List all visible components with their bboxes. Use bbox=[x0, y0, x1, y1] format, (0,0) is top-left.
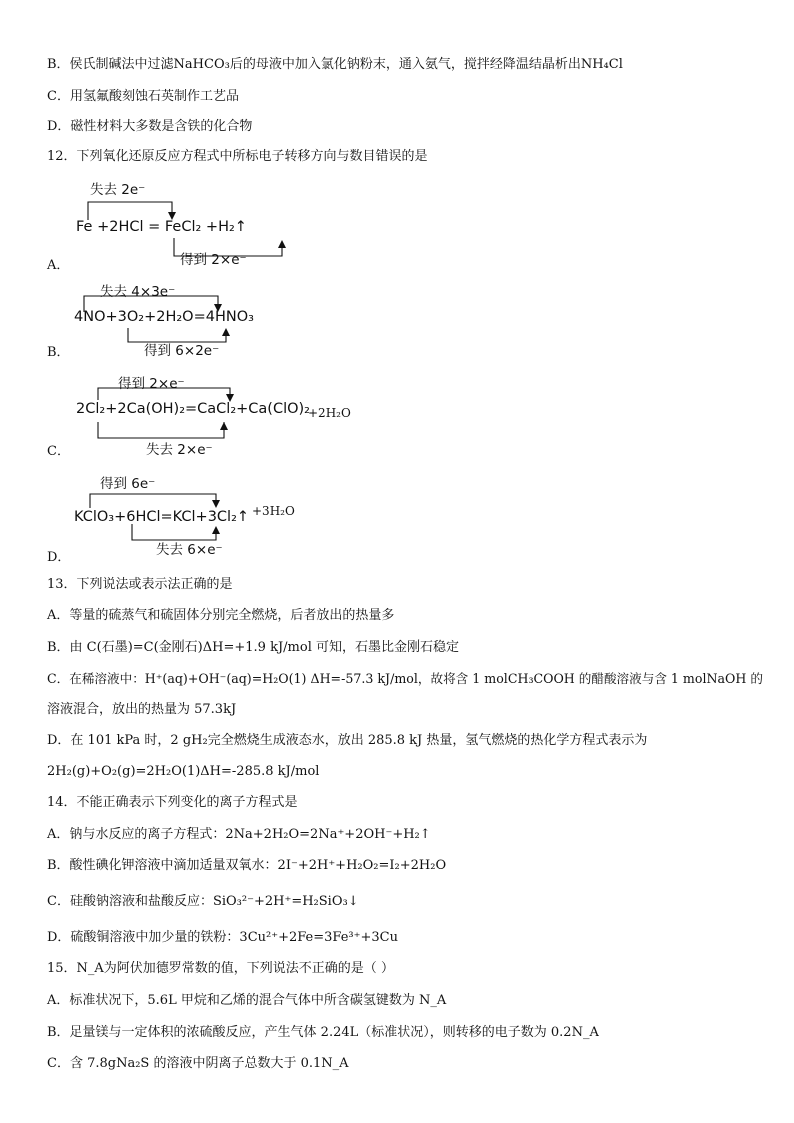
option-15-a: A．标准状况下，5.6L 甲烷和乙烯的混合气体中所含碳氢键数为 N_A bbox=[47, 993, 447, 1008]
option-13-d-line2: 2H₂(g)+O₂(g)=2H₂O(1)ΔH=-285.8 kJ/mol bbox=[47, 764, 320, 779]
option-12-b-label: B． bbox=[47, 345, 70, 360]
diagram-b bbox=[70, 278, 290, 360]
diagram-d-equation: KClO₃+6HCl=KCl+3Cl₂↑ bbox=[74, 509, 250, 525]
option-12-c-label: C． bbox=[47, 444, 70, 459]
diagram-c-equation: 2Cl₂+2Ca(OH)₂=CaCl₂+Ca(ClO)₂ bbox=[76, 401, 310, 417]
diagram-a-top-label: 失去 2e⁻ bbox=[90, 182, 146, 198]
question-13: 13．下列说法或表示法正确的是 bbox=[47, 577, 233, 592]
option-13-a: A．等量的硫蒸气和硫固体分别完全燃烧，后者放出的热量多 bbox=[47, 608, 395, 623]
diagram-d-bottom-label: 失去 6×e⁻ bbox=[156, 542, 223, 558]
diagram-d-tail: +3H₂O bbox=[252, 504, 295, 518]
option-15-c: C．含 7.8gNa₂S 的溶液中阴离子总数大于 0.1N_A bbox=[47, 1056, 349, 1071]
diagram-d bbox=[70, 470, 330, 558]
diagram-a bbox=[70, 176, 290, 268]
option-14-d: D．硫酸铜溶液中加少量的铁粉：3Cu²⁺+2Fe=3Fe³⁺+3Cu bbox=[47, 930, 398, 945]
diagram-c-bottom-label: 失去 2×e⁻ bbox=[146, 442, 213, 458]
diagram-c bbox=[70, 370, 370, 460]
question-12: 12．下列氧化还原反应方程式中所标电子转移方向与数目错误的是 bbox=[47, 149, 428, 164]
option-14-c: C．硅酸钠溶液和盐酸反应：SiO₃²⁻+2H⁺=H₂SiO₃↓ bbox=[47, 894, 359, 909]
diagram-a-bottom-label: 得到 2×e⁻ bbox=[180, 252, 247, 268]
diagram-a-equation: Fe +2HCl = FeCl₂ +H₂↑ bbox=[76, 219, 247, 235]
diagram-b-bottom-label: 得到 6×2e⁻ bbox=[144, 343, 220, 359]
option-13-c-line2: 溶液混合，放出的热量为 57.3kJ bbox=[47, 702, 237, 717]
option-11-d: D．磁性材料大多数是含铁的化合物 bbox=[47, 119, 253, 134]
option-11-c: C．用氢氟酸刻蚀石英制作工艺品 bbox=[47, 89, 239, 104]
diagram-c-top-label: 得到 2×e⁻ bbox=[118, 376, 185, 392]
option-13-b: B．由 C(石墨)=C(金刚石)ΔH=+1.9 kJ/mol 可知，石墨比金刚石稳定 bbox=[47, 640, 459, 655]
option-11-b: B．侯氏制碱法中过滤NaHCO₃后的母液中加入氯化钠粉末，通入氨气，搅拌经降温结晶析出NH₄Cl bbox=[47, 57, 623, 72]
option-14-b: B．酸性碘化钾溶液中滴加适量双氧水：2I⁻+2H⁺+H₂O₂=I₂+2H₂O bbox=[47, 858, 447, 873]
option-13-c-line1: C．在稀溶液中：H⁺(aq)+OH⁻(aq)=H₂O(1) ΔH=-57.3 kJ/mol，故将含 1 molCH₃COOH 的醋酸溶液与含 1 molNaOH 的 bbox=[47, 671, 763, 686]
option-12-a-label: A． bbox=[47, 258, 70, 273]
option-13-d-line1: D．在 101 kPa 时，2 gH₂完全燃烧生成液态水，放出 285.8 kJ 热量，氢气燃烧的热化学方程式表示为 bbox=[47, 733, 648, 748]
option-12-d-label: D． bbox=[47, 550, 71, 565]
diagram-c-tail: +2H₂O bbox=[308, 406, 351, 420]
diagram-d-top-label: 得到 6e⁻ bbox=[100, 476, 156, 492]
option-14-a: A．钠与水反应的离子方程式：2Na+2H₂O=2Na⁺+2OH⁻+H₂↑ bbox=[47, 827, 431, 842]
diagram-b-equation: 4NO+3O₂+2H₂O=4HNO₃ bbox=[74, 309, 254, 325]
question-15: 15．N_A为阿伏加德罗常数的值，下列说法不正确的是（ ） bbox=[47, 961, 394, 976]
question-14: 14．不能正确表示下列变化的离子方程式是 bbox=[47, 795, 298, 810]
diagram-b-top-label: 失去 4×3e⁻ bbox=[100, 284, 176, 300]
option-15-b: B．足量镁与一定体积的浓硫酸反应，产生气体 2.24L（标准状况），则转移的电子数为 0.2N_A bbox=[47, 1025, 599, 1040]
